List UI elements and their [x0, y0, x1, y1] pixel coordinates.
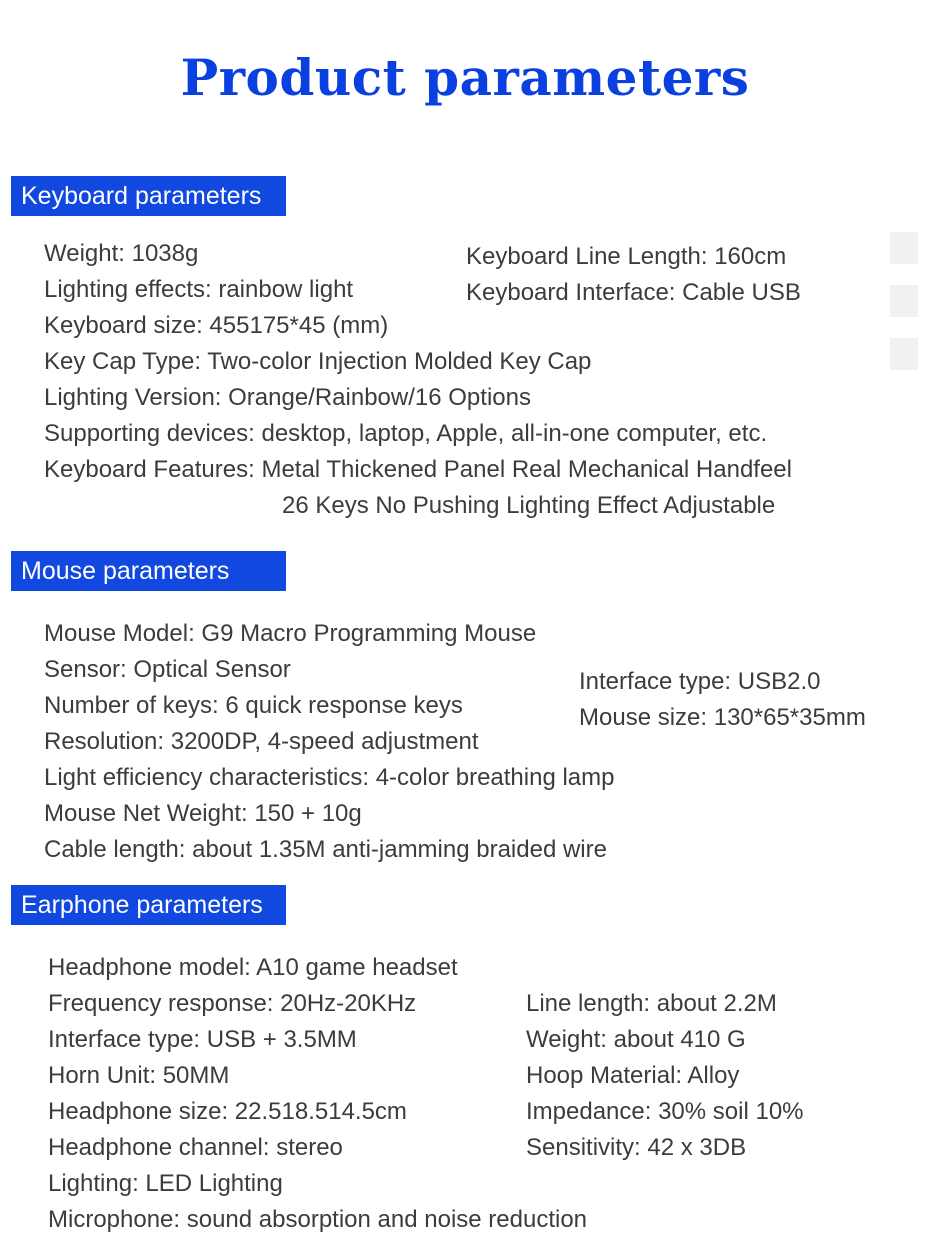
keyboard-size: Keyboard size: 455175*45 (mm): [44, 312, 389, 339]
headphone-sensitivity: Sensitivity: 42 x 3DB: [526, 1134, 747, 1161]
mouse-section-header: Mouse parameters: [11, 551, 286, 591]
mouse-size: Mouse size: 130*65*35mm: [579, 704, 866, 731]
headphone-hoop-material: Hoop Material: Alloy: [526, 1062, 740, 1089]
headphone-channel: Headphone channel: stereo: [48, 1134, 343, 1161]
earphone-section-header: Earphone parameters: [11, 885, 286, 925]
keyboard-supporting-devices: Supporting devices: desktop, laptop, Apple, all-in-one computer, etc.: [44, 420, 768, 447]
keyboard-features: Keyboard Features: Metal Thickened Panel Real Mechanical Handfeel: [44, 456, 792, 483]
headphone-weight: Weight: about 410 G: [526, 1026, 746, 1053]
keyboard-key-cap-type: Key Cap Type: Two-color Injection Molded Key Cap: [44, 348, 592, 375]
headphone-horn-unit: Horn Unit: 50MM: [48, 1062, 230, 1089]
mouse-model: Mouse Model: G9 Macro Programming Mouse: [44, 620, 537, 647]
headphone-line-length: Line length: about 2.2M: [526, 990, 777, 1017]
mouse-sensor: Sensor: Optical Sensor: [44, 656, 291, 683]
mouse-number-of-keys: Number of keys: 6 quick response keys: [44, 692, 463, 719]
mouse-light-efficiency: Light efficiency characteristics: 4-color breathing lamp: [44, 764, 615, 791]
keyboard-line-length: Keyboard Line Length: 160cm: [466, 243, 787, 270]
headphone-size: Headphone size: 22.518.514.5cm: [48, 1098, 407, 1125]
mouse-cable-length: Cable length: about 1.35M anti-jamming braided wire: [44, 836, 607, 863]
mouse-interface-type: Interface type: USB2.0: [579, 668, 821, 695]
headphone-frequency-response: Frequency response: 20Hz-20KHz: [48, 990, 417, 1017]
headphone-impedance: Impedance: 30% soil 10%: [526, 1098, 804, 1125]
page-title: Product parameters: [180, 48, 750, 107]
decorative-square: [890, 285, 918, 317]
mouse-resolution: Resolution: 3200DP, 4-speed adjustment: [44, 728, 479, 755]
decorative-square: [890, 232, 918, 264]
keyboard-weight: Weight: 1038g: [44, 240, 199, 267]
headphone-microphone: Microphone: sound absorption and noise reduction: [48, 1206, 588, 1233]
mouse-net-weight: Mouse Net Weight: 150 + 10g: [44, 800, 362, 827]
decorative-square: [890, 338, 918, 370]
keyboard-lighting-version: Lighting Version: Orange/Rainbow/16 Options: [44, 384, 531, 411]
keyboard-section-header: Keyboard parameters: [11, 176, 286, 216]
keyboard-lighting-effects: Lighting effects: rainbow light: [44, 276, 354, 303]
keyboard-interface: Keyboard Interface: Cable USB: [466, 279, 801, 306]
headphone-lighting: Lighting: LED Lighting: [48, 1170, 283, 1197]
headphone-interface-type: Interface type: USB + 3.5MM: [48, 1026, 357, 1053]
headphone-model: Headphone model: A10 game headset: [48, 954, 458, 981]
keyboard-features-continued: 26 Keys No Pushing Lighting Effect Adjustable: [282, 492, 776, 519]
